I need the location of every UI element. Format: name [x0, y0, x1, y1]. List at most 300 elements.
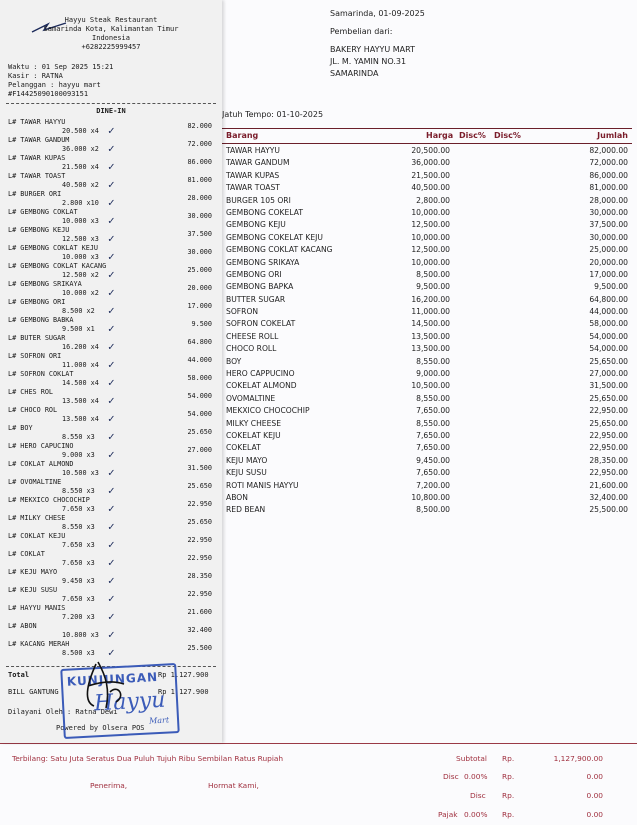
item-total: 20,000.00 [589, 257, 628, 267]
item-name: ABON [226, 492, 248, 502]
checkmark-icon: ✓ [108, 196, 115, 209]
table-row [222, 441, 632, 453]
checkmark-icon: ✓ [108, 376, 115, 389]
checkmark-icon: ✓ [108, 160, 115, 173]
item-total: 25,000.00 [589, 245, 628, 255]
receipt-item-qty: 7.650 x3 [62, 540, 95, 549]
checkmark-icon: ✓ [108, 358, 115, 371]
receiver-label: Penerima, [90, 781, 128, 790]
receipt-item-name: L# GEMBONG KEJU [8, 226, 70, 234]
checkmark-icon: ✓ [108, 610, 115, 623]
table-row [222, 503, 632, 515]
disc2-label: Disc [470, 791, 486, 800]
col-header-total: Jumlah [597, 131, 628, 140]
item-total: 58,000.00 [589, 319, 628, 329]
item-name: GEMBONG COKELAT [226, 207, 303, 217]
col-header-disc2: Disc% [494, 131, 521, 140]
receipt-item-name: L# KEJU SUSU [8, 586, 58, 594]
receipt-item-name: L# GEMBONG BABKA [8, 316, 74, 324]
receipt-item [8, 154, 216, 172]
item-price: 16,200.00 [411, 294, 450, 304]
receipt-cashier: Kasir : RATNA [8, 72, 63, 80]
checkmark-icon: ✓ [108, 466, 115, 479]
receipt-item-amount: 25.650 [187, 482, 212, 490]
item-total: 37,500.00 [589, 220, 628, 230]
item-price: 8,550.00 [416, 356, 450, 366]
checkmark-icon: ✓ [108, 574, 115, 587]
item-name: COKELAT KEJU [226, 430, 281, 440]
item-name: GEMBONG KEJU [226, 220, 286, 230]
receipt-item-name: L# GEMBONG COKLAT [8, 208, 78, 216]
item-total: 25,650.00 [589, 356, 628, 366]
item-name: TAWAR KUPAS [226, 170, 280, 180]
item-price: 7,650.00 [416, 443, 450, 453]
table-row [222, 181, 632, 193]
tax-value: 0.00 [586, 810, 603, 819]
item-total: 25,650.00 [589, 418, 628, 428]
stamp-title: KUNJUNGAN [66, 669, 159, 689]
bill-label: BILL GANTUNG [8, 688, 59, 696]
table-row [222, 479, 632, 491]
item-price: 8,500.00 [416, 269, 450, 279]
table-row [222, 280, 632, 292]
item-price: 7,650.00 [416, 406, 450, 416]
receipt-item [8, 208, 216, 226]
receipt-item-amount: 21.600 [187, 608, 212, 616]
receipt-item-amount: 31.500 [187, 464, 212, 472]
receipt-item-qty: 9.450 x3 [62, 576, 95, 585]
item-total: 22,950.00 [589, 430, 628, 440]
receipt-item-qty: 10.000 x3 [62, 252, 99, 261]
receipt-item-qty: 10.000 x3 [62, 216, 99, 225]
receipt-item [8, 406, 216, 424]
table-row [222, 355, 632, 367]
tax-label: Pajak [438, 810, 458, 819]
receipt-item-amount: 25.000 [187, 266, 212, 274]
order-type: DINE-IN [96, 107, 126, 115]
receipt-customer: Pelanggan : hayyu mart [8, 81, 101, 89]
receipt-item [8, 190, 216, 208]
table-row [222, 342, 632, 354]
col-header-price: Harga [426, 131, 454, 140]
item-total: 82,000.00 [589, 146, 628, 155]
item-price: 9,450.00 [416, 455, 450, 465]
disc-value: 0.00 [586, 772, 603, 781]
item-name: TAWAR TOAST [226, 183, 280, 193]
receipt-item-amount: 30.000 [187, 212, 212, 220]
receipt-item-qty: 11.000 x4 [62, 360, 99, 369]
table-row [222, 169, 632, 181]
receipt-item-name: L# KEJU MAYO [8, 568, 58, 576]
item-name: GEMBONG COKLAT KACANG [226, 245, 333, 255]
item-name: GEMBONG BAPKA [226, 282, 294, 292]
item-name: HERO CAPPUCINO [226, 369, 295, 379]
receipt-item [8, 352, 216, 370]
receipt-item [8, 244, 216, 262]
receipt-item-name: L# KACANG MERAH [8, 640, 70, 648]
item-total: 86,000.00 [589, 170, 628, 180]
table-row [222, 268, 632, 280]
receipt-item-amount: 22.950 [187, 590, 212, 598]
receipt-item-amount: 22.950 [187, 500, 212, 508]
invoice-table [222, 128, 632, 516]
receipt-item-qty: 10.000 x2 [62, 288, 99, 297]
checkmark-icon: ✓ [108, 322, 115, 335]
checkmark-icon: ✓ [108, 484, 115, 497]
checkmark-icon: ✓ [108, 628, 115, 641]
handwritten-signature [76, 656, 136, 716]
total-label: Total [8, 671, 30, 679]
store-phone: +6282225999457 [81, 43, 141, 51]
tax-percent: 0.00% [464, 810, 488, 819]
item-name: TAWAR HAYYU [226, 146, 280, 155]
item-name: ROTI MANIS HAYYU [226, 480, 299, 490]
item-name: BURGER 105 ORI [226, 195, 291, 205]
receipt-item-amount: 30.000 [187, 248, 212, 256]
receipt-item [8, 496, 216, 514]
checkmark-icon: ✓ [108, 286, 115, 299]
item-price: 36,000.00 [411, 158, 450, 168]
receipt-item [8, 298, 216, 316]
item-total: 22,950.00 [589, 406, 628, 416]
table-row [222, 243, 632, 255]
receipt-item-name: L# HERO CAPUCINO [8, 442, 74, 450]
receipt-item-qty: 36.000 x2 [62, 144, 99, 153]
receipt-item-name: L# SOFRON COKLAT [8, 370, 74, 378]
receipt-item [8, 424, 216, 442]
receipt-item [8, 262, 216, 280]
receipt-item-amount: 37.500 [187, 230, 212, 238]
receipt-item-qty: 13.500 x4 [62, 396, 99, 405]
footer-divider [0, 743, 637, 744]
stamp-logo: Hayyu [93, 687, 166, 717]
item-price: 12,500.00 [411, 245, 450, 255]
vendor-address: JL. M. YAMIN NO.31 [330, 57, 407, 66]
receipt-item-name: L# SOFRON ORI [8, 352, 62, 360]
table-row [222, 379, 632, 391]
store-city: Samarinda Kota, Kalimantan Timur [43, 25, 179, 33]
receipt-item-amount: 9.500 [191, 320, 212, 328]
table-row [222, 305, 632, 317]
checkmark-icon: ✓ [108, 268, 115, 281]
receipt-item [8, 604, 216, 622]
vendor-name: BAKERY HAYYU MART [330, 45, 416, 54]
receipt-item-amount: 54.000 [187, 392, 212, 400]
item-price: 10,000.00 [411, 257, 450, 267]
amount-in-words: Terbilang: Satu Juta Seratus Dua Puluh Tujuh Ribu Sembilan Ratus Rupiah [12, 754, 284, 763]
table-row [222, 417, 632, 429]
receipt-item-name: L# BURGER ORI [8, 190, 62, 198]
receipt-item-amount: 25.650 [187, 518, 212, 526]
col-header-disc1: Disc% [459, 131, 486, 140]
receipt-item [8, 550, 216, 568]
table-row [222, 156, 632, 168]
receipt-item-amount: 64.800 [187, 338, 212, 346]
item-name: MEKXICO CHOCOCHIP [226, 406, 310, 416]
item-price: 7,650.00 [416, 468, 450, 478]
receipt-item [8, 478, 216, 496]
checkmark-icon: ✓ [108, 430, 115, 443]
receipt-item-name: L# GEMBONG COKLAT KACANG [8, 262, 107, 270]
receipt-item-amount: 20.000 [187, 284, 212, 292]
checkmark-icon: ✓ [108, 592, 115, 605]
receipt-item [8, 136, 216, 154]
item-name: GEMBONG ORI [226, 269, 282, 279]
receipt-item-amount: 32.400 [187, 626, 212, 634]
checkmark-icon: ✓ [108, 340, 115, 353]
subtotal-currency: Rp. [502, 754, 515, 763]
item-total: 21,600.00 [589, 480, 628, 490]
item-name: GEMBONG SRIKAYA [226, 257, 300, 267]
receipt-item [8, 334, 216, 352]
item-price: 12,500.00 [411, 220, 450, 230]
due-date: Jatuh Tempo: 01-10-2025 [222, 110, 324, 119]
receipt-item-amount: 25.650 [187, 428, 212, 436]
item-price: 2,800.00 [416, 195, 450, 205]
table-row [222, 392, 632, 404]
total-value: Rp 1.127.900 [158, 671, 209, 679]
item-total: 17,000.00 [589, 269, 628, 279]
table-row [222, 491, 632, 503]
receipt-item-amount: 81.000 [187, 176, 212, 184]
item-price: 20,500.00 [411, 146, 450, 155]
receipt-item-amount: 25.500 [187, 644, 212, 652]
receipt-item-qty: 8.500 x2 [62, 306, 95, 315]
disc2-currency: Rp. [502, 791, 515, 800]
receipt-item [8, 460, 216, 478]
receipt-item-name: L# COKLAT KEJU [8, 532, 66, 540]
receipt-item-name: L# GEMBONG COKLAT KEJU [8, 244, 99, 252]
item-price: 11,000.00 [411, 307, 450, 317]
disc-currency: Rp. [502, 772, 515, 781]
receipt-item-qty: 2.800 x10 [62, 198, 99, 207]
item-price: 14,500.00 [411, 319, 450, 329]
receipt-item-qty: 21.500 x4 [62, 162, 99, 171]
receipt-item-name: L# TAWAR KUPAS [8, 154, 66, 162]
item-name: SOFRON [226, 307, 259, 317]
receipt-item-qty: 12.500 x3 [62, 234, 99, 243]
tax-currency: Rp. [502, 810, 515, 819]
receipt-item-qty: 7.650 x3 [62, 594, 95, 603]
table-row [222, 466, 632, 478]
table-row [222, 231, 632, 243]
item-name: OVOMALTINE [226, 393, 276, 403]
item-price: 10,000.00 [411, 232, 450, 242]
checkmark-icon: ✓ [108, 646, 115, 659]
receipt-item-qty: 20.500 x4 [62, 126, 99, 135]
item-total: 22,950.00 [589, 443, 628, 453]
disc-percent: 0.00% [464, 772, 488, 781]
item-price: 9,000.00 [416, 369, 450, 379]
receipt-item-amount: 58.000 [187, 374, 212, 382]
receipt-item-name: L# TAWAR GANDUM [8, 136, 70, 144]
invoice-from-label: Pembelian dari: [330, 27, 393, 36]
subtotal-label: Subtotal [456, 754, 487, 763]
item-total: 54,000.00 [589, 344, 628, 354]
item-price: 7,200.00 [416, 480, 450, 490]
receipt-item-qty: 8.550 x3 [62, 522, 95, 531]
powered-by: Powered by Olsera POS [56, 724, 145, 732]
receipt-item-amount: 72.000 [187, 140, 212, 148]
item-name: CHOCO ROLL [226, 344, 277, 354]
item-total: 28,350.00 [589, 455, 628, 465]
receipt-item-qty: 7.650 x3 [62, 558, 95, 567]
receipt-item [8, 388, 216, 406]
receipt-item-name: L# ABON [8, 622, 37, 630]
item-total: 25,500.00 [589, 505, 628, 515]
item-price: 8,500.00 [416, 505, 450, 515]
receipt-item-name: L# CHES ROL [8, 388, 54, 396]
receipt-item [8, 226, 216, 244]
item-price: 10,500.00 [411, 381, 450, 391]
item-total: 30,000.00 [589, 207, 628, 217]
receipt-item-name: L# CHOCO ROL [8, 406, 58, 414]
receipt-item [8, 586, 216, 604]
receipt-item-amount: 82.000 [187, 122, 212, 130]
checkmark-icon: ✓ [108, 520, 115, 533]
table-row [222, 144, 632, 156]
item-total: 81,000.00 [589, 183, 628, 193]
receipt-item [8, 172, 216, 190]
table-row [222, 293, 632, 305]
item-price: 40,500.00 [411, 183, 450, 193]
item-price: 9,500.00 [416, 282, 450, 292]
table-row [222, 330, 632, 342]
receipt-item-name: L# GEMBONG SRIKAYA [8, 280, 82, 288]
receipt-item [8, 280, 216, 298]
receipt-item-name: L# BUTER SUGAR [8, 334, 66, 342]
item-price: 10,000.00 [411, 207, 450, 217]
receipt-divider [6, 103, 216, 104]
receipt-item-amount: 22.950 [187, 536, 212, 544]
receipt-order-no: #F14425090100093151 [8, 90, 89, 98]
stamp-sub: Mart [148, 715, 170, 726]
item-name: CHEESE ROLL [226, 331, 279, 341]
receipt-item-qty: 13.500 x4 [62, 414, 99, 423]
table-row [222, 218, 632, 230]
receipt-item-amount: 27.000 [187, 446, 212, 454]
item-total: 44,000.00 [589, 307, 628, 317]
item-name: GEMBONG COKELAT KEJU [226, 232, 323, 242]
item-name: BOY [226, 356, 242, 366]
disc-label: Disc [443, 772, 459, 781]
receipt-item-qty: 8.500 x3 [62, 648, 95, 657]
receipt-item-name: L# COKLAT [8, 550, 45, 558]
receipt-item-qty: 14.500 x4 [62, 378, 99, 387]
receipt-item-name: L# GEMBONG ORI [8, 298, 66, 306]
item-total: 32,400.00 [589, 492, 628, 502]
receipt-item-name: L# OVOMALTINE [8, 478, 62, 486]
receipt-time: Waktu : 01 Sep 2025 15:21 [8, 63, 114, 71]
disc2-value: 0.00 [586, 791, 603, 800]
receipt-item-qty: 10.500 x3 [62, 468, 99, 477]
receipt-item [8, 370, 216, 388]
receipt-item-qty: 8.550 x3 [62, 486, 95, 495]
store-name: Hayyu Steak Restaurant [64, 16, 158, 24]
item-total: 31,500.00 [589, 381, 628, 391]
receipt-item-qty: 9.500 x1 [62, 324, 95, 333]
checkmark-icon: ✓ [108, 232, 115, 245]
item-total: 22,950.00 [589, 468, 628, 478]
receipt-item [8, 316, 216, 334]
item-total: 54,000.00 [589, 331, 628, 341]
table-row [222, 404, 632, 416]
table-row [222, 454, 632, 466]
table-row [222, 206, 632, 218]
table-row [222, 367, 632, 379]
receipt-item-amount: 28.000 [187, 194, 212, 202]
receipt-item [8, 442, 216, 460]
regards-label: Hormat Kami, [208, 781, 259, 790]
receipt-item-name: L# TAWAR TOAST [8, 172, 66, 180]
invoice-header [330, 8, 425, 80]
checkmark-icon: ✓ [108, 124, 115, 137]
receipt-item-amount: 44.000 [187, 356, 212, 364]
item-price: 21,500.00 [411, 170, 450, 180]
receipt-item-amount: 17.000 [187, 302, 212, 310]
receipt-item-qty: 7.650 x3 [62, 504, 95, 513]
receipt-item-name: L# MILKY CHESE [8, 514, 66, 522]
item-price: 10,800.00 [411, 492, 450, 502]
receipt-item-qty: 40.500 x2 [62, 180, 99, 189]
receipt-item-amount: 28.350 [187, 572, 212, 580]
table-row [222, 429, 632, 441]
receipt-item-name: L# COKLAT ALMOND [8, 460, 74, 468]
checkmark-icon: ✓ [108, 556, 115, 569]
table-row [222, 317, 632, 329]
item-total: 28,000.00 [589, 195, 628, 205]
invoice-table-header [222, 128, 632, 144]
receipt-item-name: L# MEKXICO CHOCOCHIP [8, 496, 90, 504]
invoice-rows [222, 144, 632, 516]
checkmark-icon: ✓ [108, 178, 115, 191]
item-price: 8,550.00 [416, 393, 450, 403]
receipt-item-amount: 54.000 [187, 410, 212, 418]
subtotal-value: 1,127,900.00 [553, 754, 603, 763]
checkmark-icon: ✓ [108, 250, 115, 263]
item-total: 9,500.00 [594, 282, 628, 292]
item-price: 13,500.00 [411, 344, 450, 354]
checkmark-icon: ✓ [108, 412, 115, 425]
checkmark-icon: ✓ [108, 304, 115, 317]
checkmark-icon: ✓ [108, 214, 115, 227]
receipt-item [8, 532, 216, 550]
item-name: COKELAT [226, 443, 261, 453]
receipt-item-qty: 16.200 x4 [62, 342, 99, 351]
item-total: 27,000.00 [589, 369, 628, 379]
pos-receipt [0, 0, 222, 743]
receipt-item-amount: 22.950 [187, 554, 212, 562]
bill-value: Rp 1.127.900 [158, 688, 209, 696]
served-by: Dilayani Oleh : Ratna Dewi [8, 708, 118, 716]
item-name: COKELAT ALMOND [226, 381, 297, 391]
item-name: RED BEAN [226, 505, 266, 515]
receipt-item-qty: 10.800 x3 [62, 630, 99, 639]
store-country: Indonesia [92, 34, 130, 42]
invoice-date: Samarinda, 01-09-2025 [330, 9, 425, 18]
receipt-item-qty: 12.500 x2 [62, 270, 99, 279]
item-name: MILKY CHEESE [226, 418, 282, 428]
receipt-item-name: L# BOY [8, 424, 33, 432]
table-row [222, 256, 632, 268]
checkmark-icon: ✓ [108, 502, 115, 515]
receipt-item-name: L# TAWAR HAYYU [8, 118, 66, 126]
receipt-item-qty: 7.200 x3 [62, 612, 95, 621]
receipt-item-name: L# HAYYU MANIS [8, 604, 66, 612]
receipt-item [8, 514, 216, 532]
receipt-item [8, 568, 216, 586]
checkmark-icon: ✓ [108, 394, 115, 407]
